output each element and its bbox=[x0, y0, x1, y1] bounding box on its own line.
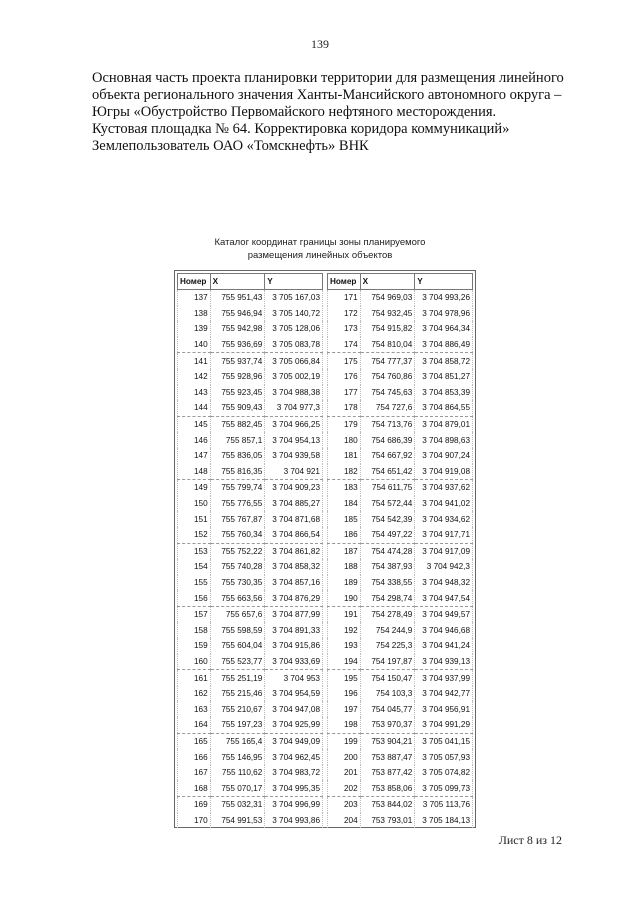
table-row bbox=[328, 480, 473, 496]
cell-number: 184 bbox=[328, 496, 361, 512]
cell-x: 755 523,77 bbox=[210, 654, 265, 670]
cell-x: 755 937,74 bbox=[210, 353, 265, 369]
coordinates-table-right bbox=[327, 273, 473, 828]
cell-x: 755 604,04 bbox=[210, 638, 265, 654]
cell-x: 755 799,74 bbox=[210, 480, 265, 496]
cell-number: 151 bbox=[178, 511, 211, 527]
table-row bbox=[328, 654, 473, 670]
cell-number: 155 bbox=[178, 575, 211, 591]
cell-y: 3 704 962,45 bbox=[265, 749, 323, 765]
cell-x: 755 951,43 bbox=[210, 290, 265, 306]
cell-y: 3 704 885,27 bbox=[265, 496, 323, 512]
cell-y: 3 705 066,84 bbox=[265, 353, 323, 369]
table-row bbox=[178, 813, 323, 829]
cell-x: 754 991,53 bbox=[210, 813, 265, 829]
cell-x: 754 651,42 bbox=[360, 464, 415, 480]
cell-x: 755 760,34 bbox=[210, 527, 265, 543]
cell-x: 754 542,39 bbox=[360, 511, 415, 527]
table-row bbox=[328, 749, 473, 765]
cell-y: 3 704 956,91 bbox=[415, 701, 473, 717]
cell-y: 3 705 041,15 bbox=[415, 733, 473, 749]
cell-number: 191 bbox=[328, 606, 361, 622]
column-header-y: Y bbox=[265, 274, 323, 290]
cell-x: 755 923,45 bbox=[210, 385, 265, 401]
table-row bbox=[328, 765, 473, 781]
cell-y: 3 705 113,76 bbox=[415, 797, 473, 813]
header-line: Основная часть проекта планировки территории для размещения линейного bbox=[92, 70, 564, 86]
table-row bbox=[178, 432, 323, 448]
sheet-number: Лист 8 из 12 bbox=[498, 833, 562, 847]
cell-number: 173 bbox=[328, 321, 361, 337]
cell-number: 175 bbox=[328, 353, 361, 369]
table-row bbox=[178, 654, 323, 670]
table-row bbox=[328, 448, 473, 464]
cell-number: 156 bbox=[178, 590, 211, 606]
cell-number: 143 bbox=[178, 385, 211, 401]
cell-number: 150 bbox=[178, 496, 211, 512]
cell-number: 188 bbox=[328, 559, 361, 575]
cell-x: 754 103,3 bbox=[360, 686, 415, 702]
cell-x: 754 387,93 bbox=[360, 559, 415, 575]
cell-x: 755 730,35 bbox=[210, 575, 265, 591]
cell-x: 755 110,62 bbox=[210, 765, 265, 781]
table-row bbox=[178, 686, 323, 702]
cell-y: 3 704 995,35 bbox=[265, 780, 323, 796]
cell-y: 3 705 184,13 bbox=[415, 813, 473, 829]
document-header bbox=[92, 70, 572, 155]
cell-y: 3 704 946,68 bbox=[415, 622, 473, 638]
header-line: Югры «Обустройство Первомайского нефтяного месторождения. bbox=[92, 104, 497, 120]
cell-x: 755 165,4 bbox=[210, 733, 265, 749]
cell-y: 3 704 886,49 bbox=[415, 337, 473, 353]
table-row bbox=[178, 400, 323, 416]
cell-x: 755 070,17 bbox=[210, 780, 265, 796]
cell-number: 137 bbox=[178, 290, 211, 306]
cell-number: 196 bbox=[328, 686, 361, 702]
table-row bbox=[328, 337, 473, 353]
cell-number: 204 bbox=[328, 813, 361, 829]
cell-number: 145 bbox=[178, 416, 211, 432]
cell-y: 3 705 057,93 bbox=[415, 749, 473, 765]
table-row bbox=[178, 496, 323, 512]
table-row bbox=[328, 290, 473, 306]
cell-x: 755 598,59 bbox=[210, 622, 265, 638]
cell-x: 754 338,55 bbox=[360, 575, 415, 591]
table-row bbox=[328, 559, 473, 575]
cell-x: 753 877,42 bbox=[360, 765, 415, 781]
cell-y: 3 704 933,69 bbox=[265, 654, 323, 670]
cell-y: 3 704 964,34 bbox=[415, 321, 473, 337]
cell-number: 164 bbox=[178, 717, 211, 733]
table-row bbox=[328, 733, 473, 749]
cell-number: 147 bbox=[178, 448, 211, 464]
column-header-x: X bbox=[360, 274, 415, 290]
cell-x: 755 857,1 bbox=[210, 432, 265, 448]
cell-x: 754 474,28 bbox=[360, 543, 415, 559]
table-row bbox=[328, 813, 473, 829]
cell-x: 754 667,92 bbox=[360, 448, 415, 464]
cell-number: 167 bbox=[178, 765, 211, 781]
cell-y: 3 704 977,3 bbox=[265, 400, 323, 416]
catalog-title bbox=[0, 236, 640, 262]
cell-y: 3 704 907,24 bbox=[415, 448, 473, 464]
cell-number: 199 bbox=[328, 733, 361, 749]
cell-number: 168 bbox=[178, 780, 211, 796]
cell-y: 3 704 948,32 bbox=[415, 575, 473, 591]
table-row bbox=[178, 717, 323, 733]
cell-number: 180 bbox=[328, 432, 361, 448]
table-row bbox=[328, 780, 473, 796]
cell-y: 3 704 858,32 bbox=[265, 559, 323, 575]
table-row bbox=[328, 575, 473, 591]
cell-x: 754 611,75 bbox=[360, 480, 415, 496]
cell-y: 3 704 939,13 bbox=[415, 654, 473, 670]
cell-y: 3 704 993,26 bbox=[415, 290, 473, 306]
cell-x: 753 970,37 bbox=[360, 717, 415, 733]
table-row bbox=[328, 527, 473, 543]
table-row bbox=[178, 765, 323, 781]
cell-number: 154 bbox=[178, 559, 211, 575]
cell-number: 162 bbox=[178, 686, 211, 702]
cell-number: 185 bbox=[328, 511, 361, 527]
cell-number: 163 bbox=[178, 701, 211, 717]
cell-number: 142 bbox=[178, 369, 211, 385]
cell-number: 141 bbox=[178, 353, 211, 369]
cell-y: 3 704 947,54 bbox=[415, 590, 473, 606]
cell-x: 754 810,04 bbox=[360, 337, 415, 353]
cell-x: 753 904,21 bbox=[360, 733, 415, 749]
cell-x: 755 928,96 bbox=[210, 369, 265, 385]
cell-number: 194 bbox=[328, 654, 361, 670]
cell-number: 174 bbox=[328, 337, 361, 353]
cell-number: 193 bbox=[328, 638, 361, 654]
cell-x: 755 663,56 bbox=[210, 590, 265, 606]
cell-number: 152 bbox=[178, 527, 211, 543]
table-row bbox=[178, 385, 323, 401]
coordinates-table-left bbox=[177, 273, 323, 828]
cell-y: 3 704 996,99 bbox=[265, 797, 323, 813]
table-row bbox=[328, 321, 473, 337]
table-row bbox=[178, 321, 323, 337]
cell-x: 754 760,86 bbox=[360, 369, 415, 385]
cell-x: 755 032,31 bbox=[210, 797, 265, 813]
cell-x: 754 915,82 bbox=[360, 321, 415, 337]
cell-x: 754 225,3 bbox=[360, 638, 415, 654]
cell-number: 183 bbox=[328, 480, 361, 496]
cell-number: 195 bbox=[328, 670, 361, 686]
page-number: 139 bbox=[311, 37, 329, 51]
cell-x: 755 942,98 bbox=[210, 321, 265, 337]
cell-x: 753 793,01 bbox=[360, 813, 415, 829]
table-row bbox=[178, 670, 323, 686]
cell-x: 755 836,05 bbox=[210, 448, 265, 464]
cell-y: 3 704 978,96 bbox=[415, 306, 473, 322]
table-row bbox=[178, 337, 323, 353]
table-row bbox=[328, 670, 473, 686]
cell-y: 3 704 917,09 bbox=[415, 543, 473, 559]
table-row bbox=[328, 400, 473, 416]
table-row bbox=[178, 290, 323, 306]
cell-number: 169 bbox=[178, 797, 211, 813]
table-row bbox=[178, 559, 323, 575]
cell-x: 755 740,28 bbox=[210, 559, 265, 575]
table-row bbox=[328, 511, 473, 527]
cell-y: 3 704 939,58 bbox=[265, 448, 323, 464]
cell-y: 3 705 140,72 bbox=[265, 306, 323, 322]
cell-number: 170 bbox=[178, 813, 211, 829]
table-row bbox=[178, 464, 323, 480]
table-row bbox=[328, 432, 473, 448]
cell-x: 754 278,49 bbox=[360, 606, 415, 622]
table-row bbox=[178, 575, 323, 591]
column-header-number: Номер bbox=[328, 274, 361, 290]
table-row bbox=[328, 797, 473, 813]
cell-number: 178 bbox=[328, 400, 361, 416]
table-row bbox=[178, 369, 323, 385]
table-row bbox=[328, 385, 473, 401]
table-row bbox=[178, 590, 323, 606]
cell-number: 159 bbox=[178, 638, 211, 654]
cell-y: 3 705 074,82 bbox=[415, 765, 473, 781]
cell-number: 139 bbox=[178, 321, 211, 337]
table-row bbox=[178, 448, 323, 464]
table-row bbox=[328, 590, 473, 606]
cell-y: 3 704 947,08 bbox=[265, 701, 323, 717]
cell-y: 3 704 983,72 bbox=[265, 765, 323, 781]
cell-y: 3 705 002,19 bbox=[265, 369, 323, 385]
table-row bbox=[328, 353, 473, 369]
cell-x: 755 146,95 bbox=[210, 749, 265, 765]
header-line: Кустовая площадка № 64. Корректировка коридора коммуникаций» bbox=[92, 121, 510, 137]
cell-y: 3 704 934,62 bbox=[415, 511, 473, 527]
cell-number: 161 bbox=[178, 670, 211, 686]
cell-y: 3 704 879,01 bbox=[415, 416, 473, 432]
table-row bbox=[328, 543, 473, 559]
cell-number: 149 bbox=[178, 480, 211, 496]
cell-number: 181 bbox=[328, 448, 361, 464]
table-row bbox=[178, 749, 323, 765]
cell-x: 755 946,94 bbox=[210, 306, 265, 322]
cell-y: 3 704 861,82 bbox=[265, 543, 323, 559]
cell-number: 197 bbox=[328, 701, 361, 717]
cell-number: 176 bbox=[328, 369, 361, 385]
cell-x: 755 776,55 bbox=[210, 496, 265, 512]
cell-number: 144 bbox=[178, 400, 211, 416]
cell-y: 3 704 937,99 bbox=[415, 670, 473, 686]
cell-number: 179 bbox=[328, 416, 361, 432]
cell-x: 755 210,67 bbox=[210, 701, 265, 717]
table-row bbox=[328, 369, 473, 385]
cell-x: 754 150,47 bbox=[360, 670, 415, 686]
cell-y: 3 704 966,25 bbox=[265, 416, 323, 432]
cell-y: 3 704 857,16 bbox=[265, 575, 323, 591]
cell-y: 3 704 954,59 bbox=[265, 686, 323, 702]
cell-number: 192 bbox=[328, 622, 361, 638]
cell-y: 3 704 991,29 bbox=[415, 717, 473, 733]
column-header-x: X bbox=[210, 274, 265, 290]
table-row bbox=[178, 511, 323, 527]
table-row bbox=[178, 638, 323, 654]
cell-y: 3 704 921 bbox=[265, 464, 323, 480]
coordinates-table-left-body bbox=[178, 290, 323, 829]
cell-y: 3 704 949,09 bbox=[265, 733, 323, 749]
catalog-title-line: размещения линейных объектов bbox=[247, 250, 393, 261]
cell-y: 3 705 167,03 bbox=[265, 290, 323, 306]
cell-x: 754 686,39 bbox=[360, 432, 415, 448]
cell-number: 186 bbox=[328, 527, 361, 543]
cell-y: 3 704 919,08 bbox=[415, 464, 473, 480]
cell-x: 754 572,44 bbox=[360, 496, 415, 512]
cell-x: 754 197,87 bbox=[360, 654, 415, 670]
cell-x: 754 777,37 bbox=[360, 353, 415, 369]
cell-x: 754 932,45 bbox=[360, 306, 415, 322]
cell-number: 187 bbox=[328, 543, 361, 559]
cell-y: 3 704 941,02 bbox=[415, 496, 473, 512]
cell-y: 3 704 949,57 bbox=[415, 606, 473, 622]
cell-number: 190 bbox=[328, 590, 361, 606]
cell-number: 153 bbox=[178, 543, 211, 559]
coordinates-table-right-body bbox=[328, 290, 473, 829]
cell-number: 189 bbox=[328, 575, 361, 591]
table-row bbox=[328, 416, 473, 432]
table-row bbox=[328, 306, 473, 322]
cell-number: 146 bbox=[178, 432, 211, 448]
table-row bbox=[328, 638, 473, 654]
table-row bbox=[328, 622, 473, 638]
cell-number: 165 bbox=[178, 733, 211, 749]
cell-x: 755 816,35 bbox=[210, 464, 265, 480]
cell-y: 3 704 953 bbox=[265, 670, 323, 686]
header-line: объекта регионального значения Ханты-Мансийского автономного округа – bbox=[92, 87, 562, 103]
cell-y: 3 704 871,68 bbox=[265, 511, 323, 527]
cell-x: 755 936,69 bbox=[210, 337, 265, 353]
table-row bbox=[178, 606, 323, 622]
table-row bbox=[328, 717, 473, 733]
cell-y: 3 704 954,13 bbox=[265, 432, 323, 448]
cell-x: 753 858,06 bbox=[360, 780, 415, 796]
cell-x: 755 882,45 bbox=[210, 416, 265, 432]
table-row bbox=[178, 701, 323, 717]
cell-x: 755 752,22 bbox=[210, 543, 265, 559]
table-row bbox=[178, 527, 323, 543]
cell-number: 166 bbox=[178, 749, 211, 765]
cell-y: 3 704 988,38 bbox=[265, 385, 323, 401]
cell-number: 202 bbox=[328, 780, 361, 796]
cell-y: 3 705 083,78 bbox=[265, 337, 323, 353]
cell-x: 755 197,23 bbox=[210, 717, 265, 733]
table-row bbox=[328, 686, 473, 702]
cell-y: 3 705 099,73 bbox=[415, 780, 473, 796]
column-header-number: Номер bbox=[178, 274, 211, 290]
cell-y: 3 704 942,77 bbox=[415, 686, 473, 702]
table-row bbox=[178, 480, 323, 496]
cell-y: 3 704 898,63 bbox=[415, 432, 473, 448]
cell-x: 754 244,9 bbox=[360, 622, 415, 638]
table-row bbox=[328, 606, 473, 622]
cell-y: 3 704 866,54 bbox=[265, 527, 323, 543]
cell-number: 138 bbox=[178, 306, 211, 322]
cell-number: 160 bbox=[178, 654, 211, 670]
cell-y: 3 704 909,23 bbox=[265, 480, 323, 496]
cell-x: 755 251,19 bbox=[210, 670, 265, 686]
table-row bbox=[178, 797, 323, 813]
cell-x: 753 844,02 bbox=[360, 797, 415, 813]
cell-number: 177 bbox=[328, 385, 361, 401]
cell-y: 3 704 877,99 bbox=[265, 606, 323, 622]
header-line: Землепользователь ОАО «Томскнефть» ВНК bbox=[92, 138, 369, 154]
cell-y: 3 704 853,39 bbox=[415, 385, 473, 401]
cell-y: 3 704 937,62 bbox=[415, 480, 473, 496]
cell-y: 3 704 891,33 bbox=[265, 622, 323, 638]
cell-y: 3 704 876,29 bbox=[265, 590, 323, 606]
table-row bbox=[178, 543, 323, 559]
cell-number: 198 bbox=[328, 717, 361, 733]
cell-y: 3 704 941,24 bbox=[415, 638, 473, 654]
cell-x: 754 713,76 bbox=[360, 416, 415, 432]
cell-number: 171 bbox=[328, 290, 361, 306]
cell-number: 157 bbox=[178, 606, 211, 622]
cell-y: 3 704 993,86 bbox=[265, 813, 323, 829]
table-row bbox=[328, 701, 473, 717]
table-row bbox=[178, 353, 323, 369]
cell-y: 3 704 858,72 bbox=[415, 353, 473, 369]
cell-number: 182 bbox=[328, 464, 361, 480]
table-row bbox=[328, 464, 473, 480]
cell-x: 754 727,6 bbox=[360, 400, 415, 416]
catalog-title-line: Каталог координат границы зоны планируемого bbox=[214, 237, 426, 248]
cell-y: 3 704 864,55 bbox=[415, 400, 473, 416]
table-row bbox=[178, 733, 323, 749]
cell-x: 754 497,22 bbox=[360, 527, 415, 543]
table-row bbox=[178, 622, 323, 638]
table-row bbox=[178, 780, 323, 796]
cell-y: 3 704 925,99 bbox=[265, 717, 323, 733]
cell-x: 755 215,46 bbox=[210, 686, 265, 702]
cell-x: 754 745,63 bbox=[360, 385, 415, 401]
cell-y: 3 705 128,06 bbox=[265, 321, 323, 337]
cell-number: 203 bbox=[328, 797, 361, 813]
cell-y: 3 704 942,3 bbox=[415, 559, 473, 575]
cell-x: 755 767,87 bbox=[210, 511, 265, 527]
table-row bbox=[178, 416, 323, 432]
cell-number: 200 bbox=[328, 749, 361, 765]
cell-x: 755 909,43 bbox=[210, 400, 265, 416]
cell-x: 753 887,47 bbox=[360, 749, 415, 765]
cell-number: 158 bbox=[178, 622, 211, 638]
cell-y: 3 704 917,71 bbox=[415, 527, 473, 543]
column-header-y: Y bbox=[415, 274, 473, 290]
coordinates-catalog bbox=[174, 270, 476, 828]
cell-y: 3 704 851,27 bbox=[415, 369, 473, 385]
table-row bbox=[178, 306, 323, 322]
cell-x: 754 298,74 bbox=[360, 590, 415, 606]
cell-y: 3 704 915,86 bbox=[265, 638, 323, 654]
cell-number: 201 bbox=[328, 765, 361, 781]
cell-number: 172 bbox=[328, 306, 361, 322]
cell-x: 755 657,6 bbox=[210, 606, 265, 622]
cell-number: 140 bbox=[178, 337, 211, 353]
cell-x: 754 969,03 bbox=[360, 290, 415, 306]
cell-x: 754 045,77 bbox=[360, 701, 415, 717]
cell-number: 148 bbox=[178, 464, 211, 480]
table-row bbox=[328, 496, 473, 512]
